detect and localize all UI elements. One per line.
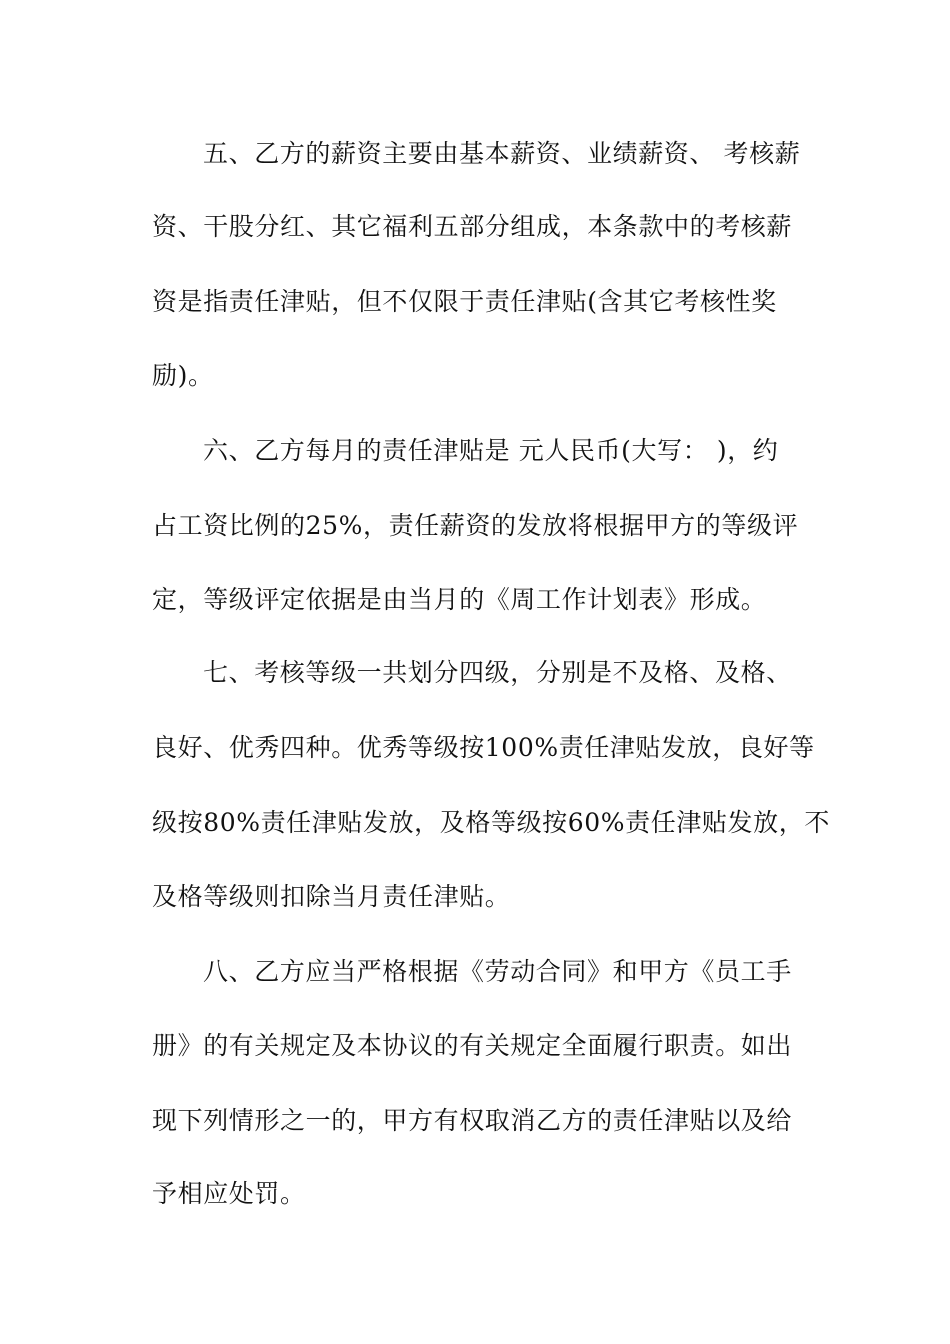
paragraph-4-line-3: 现下列情形之一的，甲方有权取消乙方的责任津贴以及给 [152,1106,793,1135]
paragraph-3-line-2: 良好、优秀四种。优秀等级按100%责任津贴发放，良好等 [152,733,815,762]
paragraph-4-line-4: 予相应处罚。 [152,1179,306,1208]
paragraph-1-line-2: 资、干股分红、其它福利五部分组成，本条款中的考核薪 [152,212,793,241]
paragraph-4-line-1: 八、乙方应当严格根据《劳动合同》和甲方《员工手 [203,957,792,986]
paragraph-2-line-1: 六、乙方每月的责任津贴是 元人民币(大写： )，约 [203,436,779,465]
paragraph-3-line-4: 及格等级则扣除当月责任津贴。 [152,882,511,911]
paragraph-3-line-3: 级按80%责任津贴发放，及格等级按60%责任津贴发放，不 [152,808,830,837]
paragraph-2-line-2: 占工资比例的25%，责任薪资的发放将根据甲方的等级评 [152,511,799,540]
paragraph-1-line-3: 资是指责任津贴，但不仅限于责任津贴(含其它考核性奖 [152,287,777,316]
paragraph-2-line-3: 定，等级评定依据是由当月的《周工作计划表》形成。 [152,585,767,614]
paragraph-1-line-1: 五、乙方的薪资主要由基本薪资、业绩薪资、 考核薪 [203,139,801,168]
paragraph-3-line-1: 七、考核等级一共划分四级，分别是不及格、及格、 [203,658,792,687]
paragraph-1-line-4: 励)。 [152,361,214,390]
paragraph-4-line-2: 册》的有关规定及本协议的有关规定全面履行职责。如出 [152,1031,793,1060]
